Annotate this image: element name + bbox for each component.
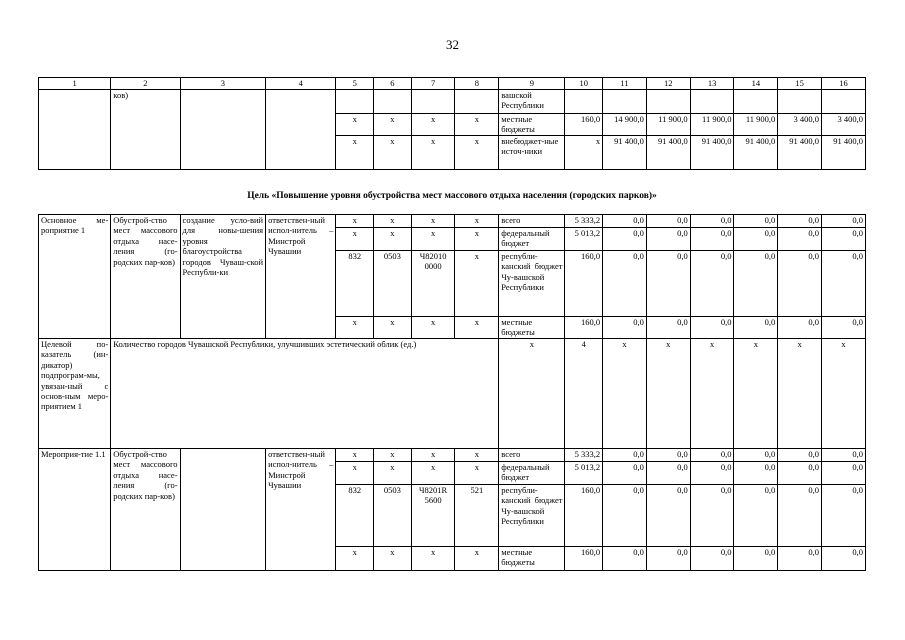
table-cell: 0,0	[734, 449, 778, 462]
table-cell: х	[411, 317, 455, 339]
table-cell: 0,0	[690, 251, 734, 317]
table-cell: федеральный бюджет	[499, 462, 565, 485]
table-cell: 5 333,2	[565, 215, 603, 228]
table-cell: 0,0	[646, 485, 690, 547]
table-cell: местные бюджеты	[499, 317, 565, 339]
table-cell: х	[336, 449, 374, 462]
header-row	[39, 78, 866, 90]
indicator-row	[39, 339, 866, 449]
table-cell: 160,0	[565, 114, 603, 136]
table-cell: х	[374, 317, 412, 339]
table-cell: х	[455, 449, 499, 462]
table-cell: 160,0	[565, 485, 603, 547]
table-cell: 5 013,2	[565, 462, 603, 485]
event-name-cell: Мероприя-тие 1.1	[39, 449, 111, 571]
table-cell: 0,0	[690, 215, 734, 228]
table-cell: 0,0	[734, 215, 778, 228]
table-cell: 0,0	[690, 317, 734, 339]
indicator-value: 4	[565, 339, 603, 449]
table-cell: 0,0	[778, 317, 822, 339]
table-cell: х	[455, 251, 499, 317]
table-cell: х	[411, 114, 455, 136]
table-cell	[603, 90, 647, 114]
table-cell: 3 400,0	[778, 114, 822, 136]
table-cell	[778, 90, 822, 114]
table-cell: местные бюджеты	[499, 114, 565, 136]
goal-heading: Цель «Повышение уровня обустройства мест массового отдыха населения (городских парков)»	[247, 191, 657, 201]
column-number: 2	[111, 78, 180, 90]
table-cell: 0,0	[734, 228, 778, 251]
table-cell: 0,0	[603, 485, 647, 547]
table-cell: 160,0	[565, 317, 603, 339]
indicator-name-cell: Целевой по-казатель (ин-дикатор) подпрограм-мы, увязан-ный с основ-ным меро-приятием 1	[39, 339, 111, 449]
table-cell: 0,0	[822, 215, 866, 228]
table-cell: 0,0	[646, 215, 690, 228]
table-cell: 160,0	[565, 547, 603, 571]
table-cell: 832	[336, 485, 374, 547]
table-cell: 0,0	[822, 228, 866, 251]
table-cell: 160,0	[565, 251, 603, 317]
column-number: 9	[499, 78, 565, 90]
table-cell: 0,0	[778, 547, 822, 571]
column-number: 16	[822, 78, 866, 90]
table-cell: 14 900,0	[603, 114, 647, 136]
table-cell: 91 400,0	[734, 136, 778, 170]
table-cell: Ч82010 0000	[411, 251, 455, 317]
table-cell: х	[336, 547, 374, 571]
table-cell: 0,0	[822, 251, 866, 317]
table-cell: х	[374, 114, 412, 136]
table-cell: 91 400,0	[778, 136, 822, 170]
table-cell: х	[411, 215, 455, 228]
table-cell: 0,0	[690, 228, 734, 251]
table-cell: х	[455, 114, 499, 136]
table-cell: х	[455, 462, 499, 485]
table-cell: 11 900,0	[690, 114, 734, 136]
table-cell: 0,0	[778, 449, 822, 462]
table-cell: федеральный бюджет	[499, 228, 565, 251]
table-cell	[39, 90, 111, 170]
table-cell: х	[374, 449, 412, 462]
table-cell: 11 900,0	[646, 114, 690, 136]
table-cell: местные бюджеты	[499, 547, 565, 571]
column-number: 8	[455, 78, 499, 90]
table-cell: х	[374, 136, 412, 170]
table-cell: 91 400,0	[822, 136, 866, 170]
table-cell: х	[336, 215, 374, 228]
executor-cell: ответствен-ный испол-нитель – Минстрой Чувашии	[266, 215, 336, 339]
table-cell: 0,0	[822, 449, 866, 462]
table-cell: 0,0	[603, 547, 647, 571]
table-cell: х	[336, 136, 374, 170]
table-cell: 521	[455, 485, 499, 547]
table-cell: 0,0	[690, 449, 734, 462]
table-cell: х	[411, 462, 455, 485]
table-cell: 11 900,0	[734, 114, 778, 136]
table-cell	[266, 90, 336, 170]
table-cell: 0,0	[603, 215, 647, 228]
table-continuation	[38, 77, 866, 170]
page-number: 32	[446, 37, 459, 52]
table-cell: 0,0	[646, 228, 690, 251]
column-number: 13	[690, 78, 734, 90]
table-cell: х	[565, 136, 603, 170]
indicator-value: х	[778, 339, 822, 449]
column-number: 6	[374, 78, 412, 90]
indicator-value: х	[646, 339, 690, 449]
table-cell: 5 333,2	[565, 449, 603, 462]
table-cell: х	[455, 317, 499, 339]
table-cell: 0503	[374, 485, 412, 547]
table-cell: 0,0	[603, 462, 647, 485]
table-cell: вашской Республики	[499, 90, 565, 114]
table-cell	[180, 90, 266, 170]
table-cell: 0,0	[822, 485, 866, 547]
event-name-cell: Основное ме-роприятие 1	[39, 215, 111, 339]
table-cell: х	[455, 547, 499, 571]
table-cell: 0,0	[690, 485, 734, 547]
executor-cell: ответствен-ный испол-нитель – Минстрой Чувашии	[266, 449, 336, 571]
table-cell	[336, 90, 374, 114]
indicator-value: х	[734, 339, 778, 449]
column-number: 3	[180, 78, 266, 90]
column-number: 10	[565, 78, 603, 90]
table-cell: х	[411, 449, 455, 462]
table-cell	[411, 90, 455, 114]
column-number: 14	[734, 78, 778, 90]
table-cell: 0,0	[822, 462, 866, 485]
table-row	[39, 215, 866, 228]
table-cell: 0,0	[646, 462, 690, 485]
table-cell: 0,0	[822, 317, 866, 339]
table-cell: 0,0	[822, 547, 866, 571]
table-cell: 0,0	[734, 317, 778, 339]
table-cell: республи-канский бюджет Чу-вашской Республики	[499, 251, 565, 317]
table-cell	[646, 90, 690, 114]
column-number: 15	[778, 78, 822, 90]
table-cell: х	[411, 136, 455, 170]
table-cell: 0,0	[734, 485, 778, 547]
table-cell: 0,0	[734, 462, 778, 485]
table-cell: внебюджет-ные источ-ники	[499, 136, 565, 170]
indicator-value: х	[690, 339, 734, 449]
event-description-cell: Обустрой-ство мест массового отдыха насе-ления (го-родских пар-ков)	[111, 215, 180, 339]
event-description-cell: Обустрой-ство мест массового отдыха насе-ления (го-родских пар-ков)	[111, 449, 180, 571]
column-number: 7	[411, 78, 455, 90]
indicator-text-cell: Количество городов Чувашской Республики, улучшивших эстетический облик (ед.)	[111, 339, 499, 449]
column-number: 11	[603, 78, 647, 90]
table-cell: 0,0	[690, 462, 734, 485]
table-cell: всего	[499, 215, 565, 228]
column-number: 12	[646, 78, 690, 90]
table-cell: республи-канский бюджет Чу-вашской Республики	[499, 485, 565, 547]
table-cell: х	[336, 228, 374, 251]
table-cell: х	[336, 462, 374, 485]
table-cell: 0503	[374, 251, 412, 317]
table-cell: х	[374, 228, 412, 251]
table-cell: х	[455, 215, 499, 228]
table-cell: х	[374, 215, 412, 228]
table-cell: х	[336, 114, 374, 136]
table-cell: 832	[336, 251, 374, 317]
event-result-cell: создание усло-вий для новы-шения уровня благоустройства городов Чуваш-ской Республи-ки	[180, 215, 266, 339]
table-cell: 0,0	[778, 251, 822, 317]
table-cell: 0,0	[690, 547, 734, 571]
table-row	[39, 90, 866, 114]
column-number: 1	[39, 78, 111, 90]
table-cell: 3 400,0	[822, 114, 866, 136]
table-cell: 0,0	[646, 251, 690, 317]
table-row	[39, 449, 866, 462]
table-cell: х	[374, 462, 412, 485]
table-goal	[38, 214, 866, 571]
table-cell: х	[374, 547, 412, 571]
table-cell: х	[455, 228, 499, 251]
table-cell: всего	[499, 449, 565, 462]
table-cell: 0,0	[778, 228, 822, 251]
table-cell: х	[411, 547, 455, 571]
table-cell: 0,0	[778, 485, 822, 547]
table-cell: 0,0	[778, 462, 822, 485]
event-result-cell	[180, 449, 266, 571]
table-cell: 0,0	[646, 317, 690, 339]
table-cell	[374, 90, 412, 114]
indicator-value: х	[822, 339, 866, 449]
table-cell: 91 400,0	[603, 136, 647, 170]
table-cell: ков)	[111, 90, 180, 170]
table-cell: 0,0	[603, 228, 647, 251]
table-cell: х	[499, 339, 565, 449]
table-cell	[690, 90, 734, 114]
table-cell: 0,0	[646, 449, 690, 462]
table-cell: 0,0	[603, 449, 647, 462]
column-number: 4	[266, 78, 336, 90]
table-cell	[822, 90, 866, 114]
table-cell	[565, 90, 603, 114]
table-cell: 0,0	[603, 317, 647, 339]
table-cell: 0,0	[734, 547, 778, 571]
column-number: 5	[336, 78, 374, 90]
table-cell: х	[336, 317, 374, 339]
table-cell: 0,0	[646, 547, 690, 571]
table-cell	[734, 90, 778, 114]
table-cell: х	[455, 136, 499, 170]
table-cell: Ч8201R 5600	[411, 485, 455, 547]
table-cell: 0,0	[778, 215, 822, 228]
table-cell: 5 013,2	[565, 228, 603, 251]
table-cell: 91 400,0	[646, 136, 690, 170]
table-cell: 91 400,0	[690, 136, 734, 170]
table-cell: 0,0	[603, 251, 647, 317]
table-cell: 0,0	[734, 251, 778, 317]
table-cell: х	[411, 228, 455, 251]
table-cell	[455, 90, 499, 114]
indicator-value: х	[603, 339, 647, 449]
